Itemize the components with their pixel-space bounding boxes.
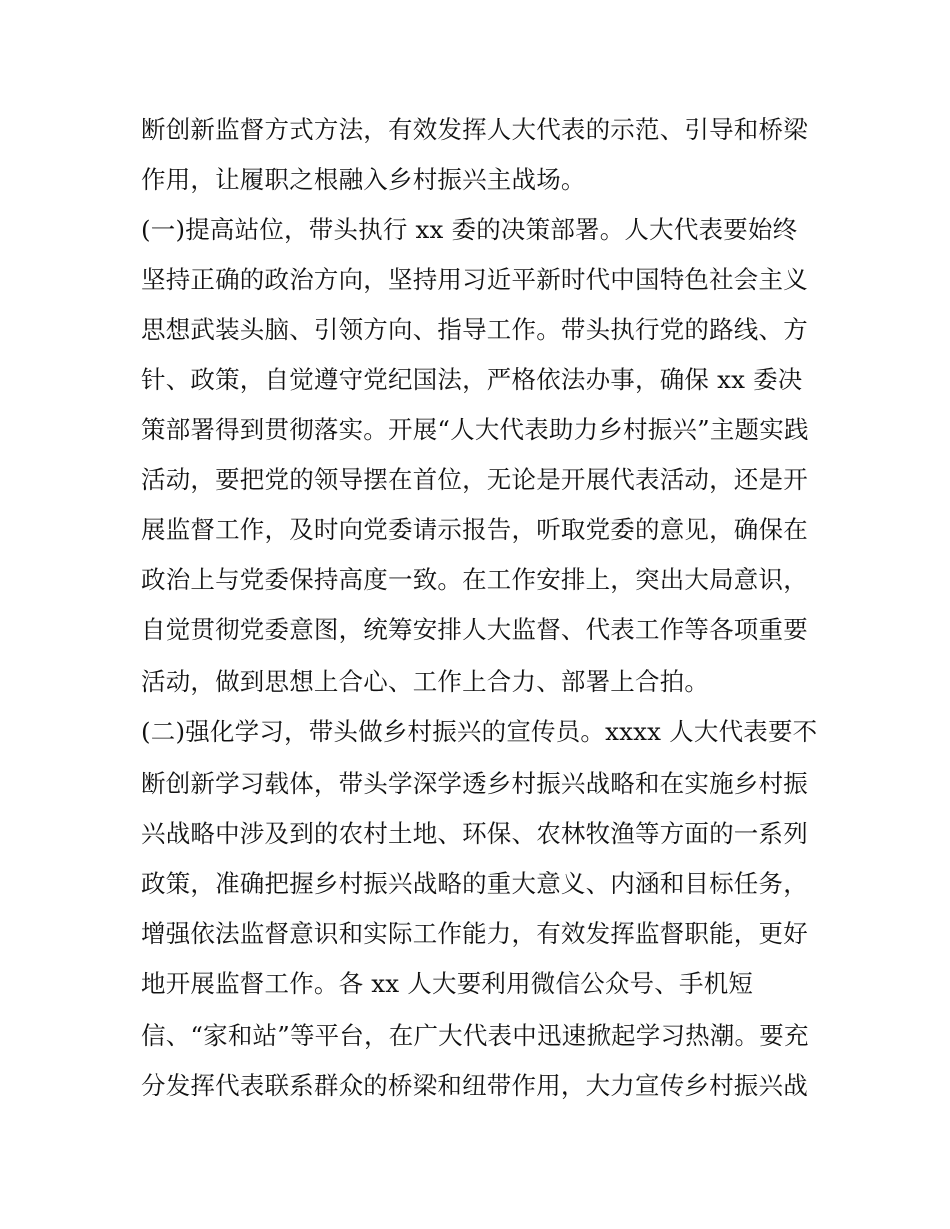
text-line: 活动，做到思想上合心、工作上合力、部署上合拍。 (141, 667, 710, 696)
text-line: 政治上与党委保持高度一致。在工作安排上，突出大局意识， (141, 565, 808, 594)
text-line: 增强依法监督意识和实际工作能力，有效发挥监督职能，更好 (141, 919, 808, 948)
text-line: 策部署得到贯彻落实。开展“人大代表助力乡村振兴”主题实践 (141, 415, 809, 444)
text-line: 针、政策，自觉遵守党纪国法，严格依法办事，确保 xx 委决 (141, 365, 803, 394)
text-line: 兴战略中涉及到的农村土地、环保、农林牧渔等方面的一系列 (141, 819, 808, 848)
text-line: 展监督工作，及时向党委请示报告，听取党委的意见，确保在 (141, 515, 808, 544)
text-line: 地开展监督工作。各 xx 人大要利用微信公众号、手机短 (141, 969, 754, 998)
text-line: 断创新学习载体，带头学深学透乡村振兴战略和在实施乡村振 (141, 769, 808, 798)
text-line: 断创新监督方式方法，有效发挥人大代表的示范、引导和桥梁 (141, 115, 808, 144)
text-line: 自觉贯彻党委意图，统筹安排人大监督、代表工作等各项重要 (141, 615, 808, 644)
text-line: 信、“家和站”等平台，在广大代表中迅速掀起学习热潮。要充 (141, 1021, 809, 1050)
text-line: 思想武装头脑、引领方向、指导工作。带头执行党的路线、方 (141, 315, 808, 344)
text-line: (二)强化学习，带头做乡村振兴的宣传员。xxxx 人大代表要不 (141, 717, 818, 746)
text-line: 政策，准确把握乡村振兴战略的重大意义、内涵和目标任务， (141, 869, 808, 898)
text-line: 作用，让履职之根融入乡村振兴主战场。 (141, 165, 586, 194)
text-line: (一)提高站位，带头执行 xx 委的决策部署。人大代表要始终 (141, 215, 798, 244)
text-line: 坚持正确的政治方向，坚持用习近平新时代中国特色社会主义 (141, 265, 808, 294)
text-line: 活动，要把党的领导摆在首位，无论是开展代表活动，还是开 (141, 465, 808, 494)
text-line: 分发挥代表联系群众的桥梁和纽带作用，大力宣传乡村振兴战 (141, 1071, 808, 1100)
